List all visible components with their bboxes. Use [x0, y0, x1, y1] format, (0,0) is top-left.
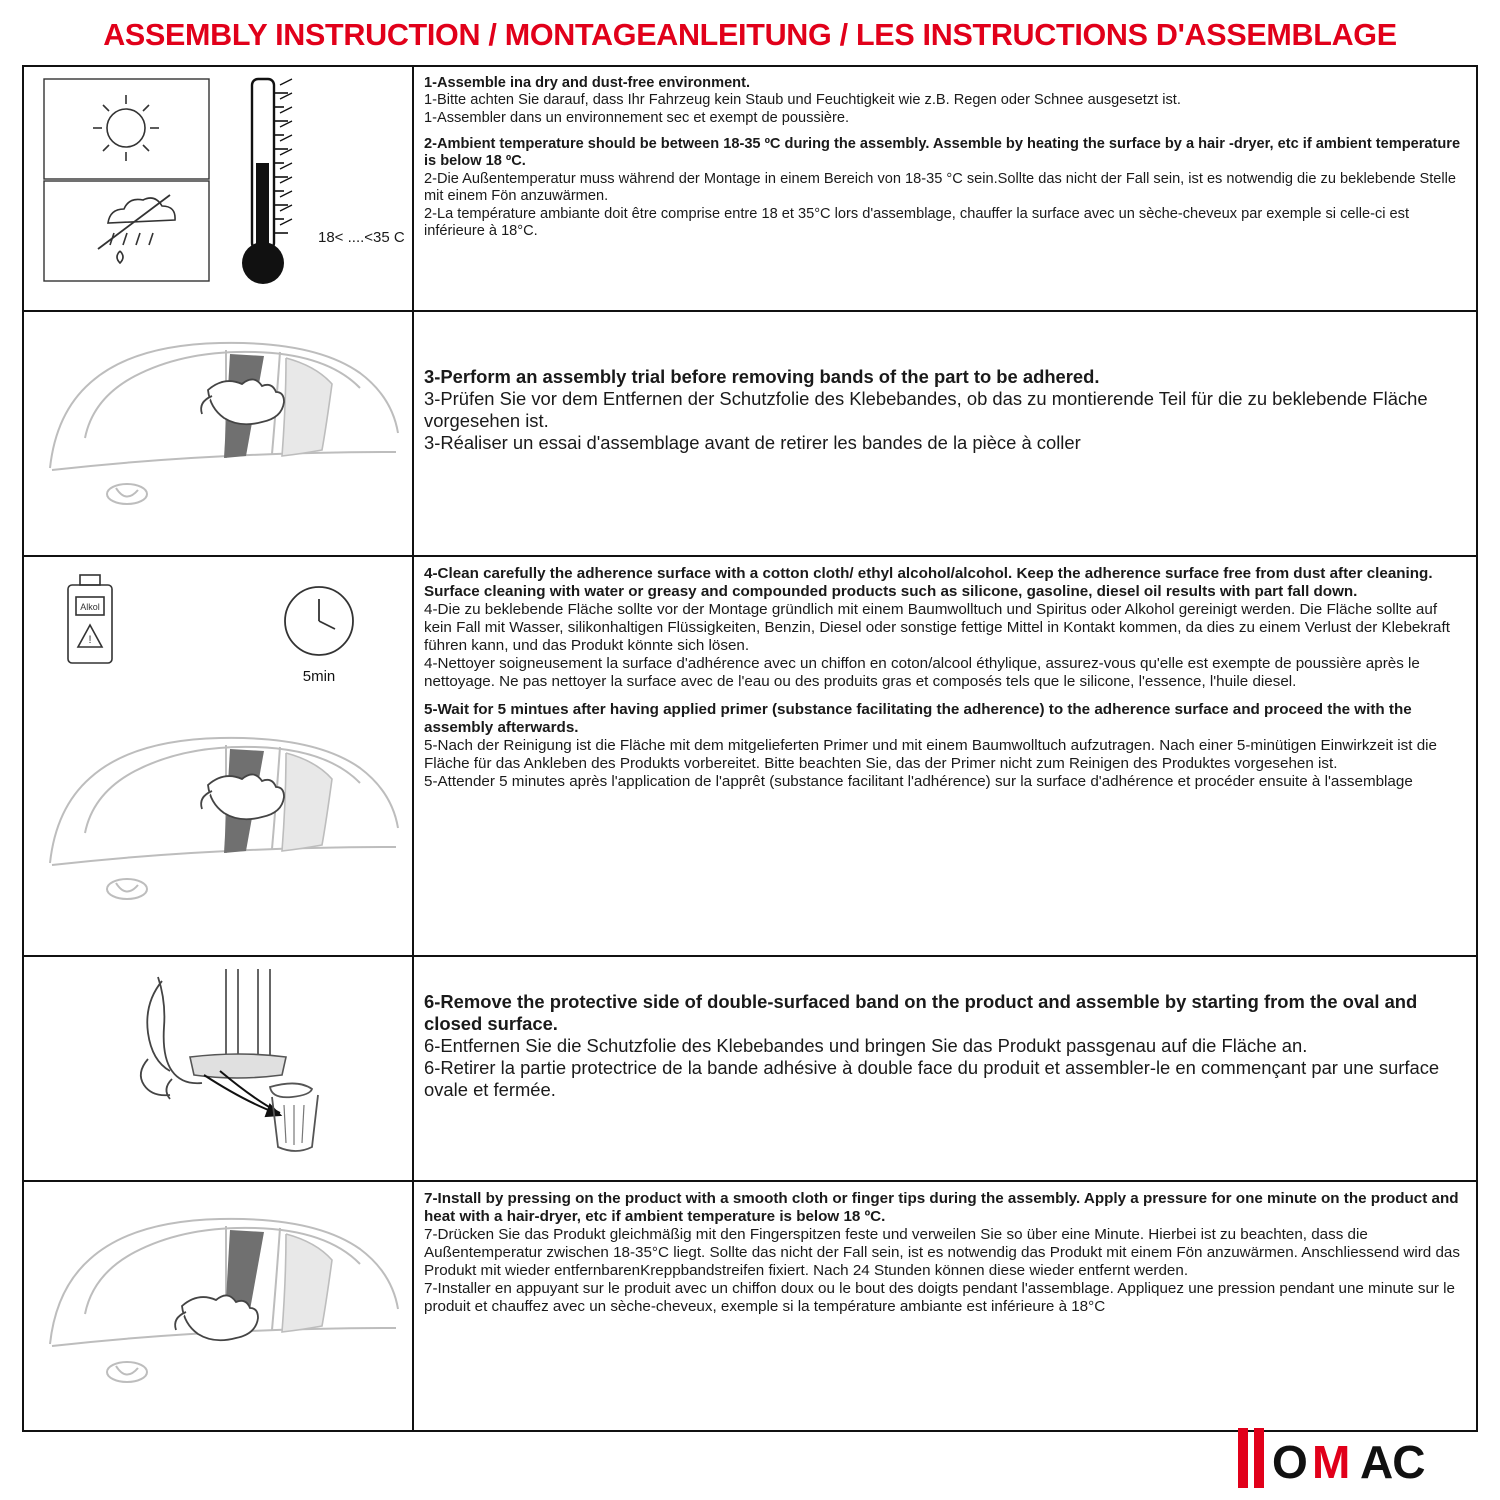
- step-6-de: 6-Entfernen Sie die Schutzfolie des Klebebandes und bringen Sie das Produkt passgenau auf die Fläche an.: [424, 1034, 1308, 1056]
- step-3-en: 3-Perform an assembly trial before removing bands of the part to be adhered.: [424, 366, 1100, 387]
- step-1-de: 1-Bitte achten Sie darauf, dass Ihr Fahrzeug kein Staub und Feuchtigkeit wie z.B. Regen oder Schnee ausgesetzt ist.: [424, 92, 1181, 109]
- page-title: ASSEMBLY INSTRUCTION / MONTAGEANLEITUNG / LES INSTRUCTIONS D'ASSEMBLAGE: [103, 18, 1397, 52]
- timer-label: 5min: [302, 668, 336, 685]
- step-1-en: 1-Assemble ina dry and dust-free environment.: [424, 75, 751, 91]
- step-5-en: 5-Wait for 5 mintues after having applied primer (substance facilitating the adherence) to the adherence surface and proceed the with the assembly afterwards.: [424, 700, 1412, 736]
- table-row: [24, 312, 1476, 557]
- table-row: [24, 1182, 1476, 1432]
- instructions-table: [22, 65, 1478, 1432]
- alcohol-bottle-label: Alkol: [80, 602, 100, 612]
- step-1-2-text: [414, 67, 1476, 310]
- step-5-de: 5-Nach der Reinigung ist die Fläche mit dem mitgelieferten Primer und mit einem Baumwolltuch aufzutragen. Nach einer 5-minütigen Einwirkzeit ist die Fläche für das Ankleben des Produkts vorbereitet. Bitte beachten Sie, das der Primer nicht zum Reinigen des Produktes vorgesehen ist.: [424, 736, 1437, 772]
- figure-press-install: [24, 1182, 414, 1430]
- temperature-range-label: 18< ....<35 C: [318, 229, 405, 246]
- figure-remove-liner: [24, 957, 414, 1180]
- step-4-en: 4-Clean carefully the adherence surface with a cotton cloth/ ethyl alcohol/alcohol. Keep the adherence surface free from dust after cleaning. Surface cleaning with water or greasy and compounded products such as silicone, gasoline, diesel oil results with part fall down.: [424, 565, 1433, 601]
- step-4-5-text: [414, 557, 1476, 955]
- step-7-en: 7-Install by pressing on the product with a smooth cloth or finger tips during the assembly. Apply a pressure for one minute on the product and heat with a hair-dryer, etc if ambient temperature is below 18 ºC.: [424, 1190, 1459, 1226]
- step-4-de: 4-Die zu beklebende Fläche sollte vor der Montage gründlich mit einem Baumwolltuch und Spiritus oder Alkohol gereinigt werden. Die Fläche sollte auf kein Fall mit Wasser, silikonhaltigen Flüssigkeiten, Benzin, Diesel oder sonstige fettige Mittel in Kontakt kommen, da dies zu einem Verlust der Klebekraft führen kann, und das Produkt könnte sich lösen.: [424, 601, 1450, 655]
- step-7-text: [414, 1182, 1476, 1430]
- step-3-fr: 3-Réaliser un essai d'assemblage avant de retirer les bandes de la pièce à coller: [424, 431, 1081, 453]
- alcohol-clock-car-illustration: [30, 563, 408, 951]
- sun-rain-thermometer-illustration: [30, 73, 408, 305]
- logo-ac: AC: [1360, 1436, 1425, 1488]
- omac-logo: [1238, 1424, 1478, 1494]
- hand-peel-tape-trash-illustration: [30, 963, 408, 1175]
- step-1-fr: 1-Assembler dans un environnement sec et exempt de poussière.: [424, 109, 850, 126]
- figure-trial-fit: [24, 312, 414, 555]
- step-7-de: 7-Drücken Sie das Produkt gleichmäßig mit den Fingerspitzen feste und verweilen Sie so über eine Minute. Hierbei ist zu beachten, dass die Außentemperatur zwischen 18-35°C liegt. Sollte das nicht der Fall sein, ist es notwendig das Produkt mit einem Fön anzuwärmen. Anschliessend wird das Produkt mit wieder entfernbarenKreppbandstreifen fixiert. Nach 24 Stunden können diese wieder entfernt werden.: [424, 1226, 1460, 1280]
- logo-o: O: [1272, 1436, 1307, 1488]
- car-press-hand-illustration: [30, 1188, 408, 1426]
- logo-m: M: [1312, 1436, 1350, 1488]
- step-2-de: 2-Die Außentemperatur muss während der Montage in einem Bereich von 18-35 °C sein.Sollte das nicht der Fall sein, ist es notwendig die zu beklebende Stelle mit einem Fön anzuwärmen.: [424, 170, 1457, 205]
- car-window-hand-illustration: [30, 318, 408, 550]
- table-row: [24, 557, 1476, 957]
- step-7-fr: 7-Installer en appuyant sur le produit avec un chiffon doux ou le bout des doigts pendant l'assemblage. Appliquez une pression pendant une minute sur le produit et chauffez avec un sèche-cheveux, exemple si la température ambiante est inférieure à 18°C: [424, 1280, 1455, 1316]
- step-3-text: [414, 312, 1476, 555]
- table-row: [24, 67, 1476, 312]
- step-6-fr: 6-Retirer la partie protectrice de la bande adhésive à double face du produit et assembler-le en commençant par une surface ovale et fermée.: [424, 1056, 1440, 1100]
- table-row: [24, 957, 1476, 1182]
- step-6-text: [414, 957, 1476, 1180]
- omac-logo-mark: [1238, 1424, 1478, 1494]
- step-6-en: 6-Remove the protective side of double-surfaced band on the product and assemble by starting from the oval and closed surface.: [424, 991, 1418, 1034]
- figure-environment: [24, 67, 414, 310]
- step-5-fr: 5-Attender 5 minutes après l'application de l'apprêt (substance facilitant l'adhérence) sur la surface d'adhérence et procéder ensuite à l'assemblage: [424, 772, 1413, 790]
- figure-clean-surface: [24, 557, 414, 955]
- step-3-de: 3-Prüfen Sie vor dem Entfernen der Schutzfolie des Klebebandes, ob das zu montierende Teil für die zu beklebende Fläche vorgesehen ist.: [424, 387, 1428, 431]
- step-2-fr: 2-La température ambiante doit être comprise entre 18 et 35°C lors d'assemblage, chauffer la surface avec un sèche-cheveux par exemple si celle-ci est inférieure à 18°C.: [424, 205, 1410, 239]
- svg-text:!: !: [88, 634, 92, 646]
- step-4-fr: 4-Nettoyer soigneusement la surface d'adhérence avec un chiffon en coton/alcool éthylique, assurez-vous qu'elle est exempte de poussière après le nettoyage. Ne pas nettoyer la surface avec de l'eau ou des produits gras et composés tels que le silicone, l'essence, l'huile diesel.: [424, 655, 1420, 691]
- step-2-en: 2-Ambient temperature should be between 18-35 ºC during the assembly. Assemble by heating the surface by a hair -dryer, etc if ambient temperature is below 18 ºC.: [424, 136, 1461, 170]
